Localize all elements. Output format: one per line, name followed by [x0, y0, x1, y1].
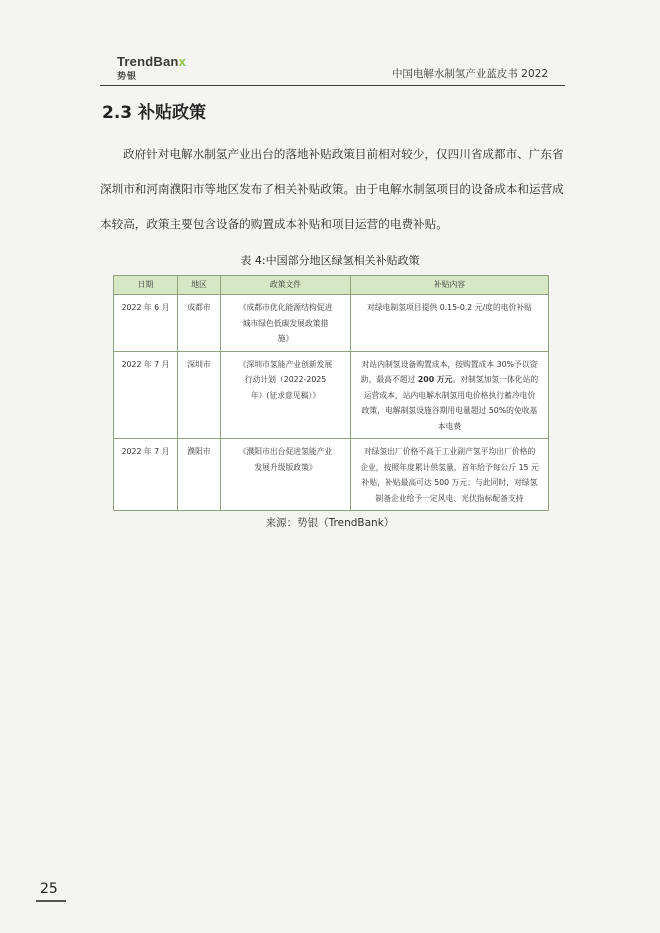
logo-wordmark [117, 54, 186, 69]
document-title: 中国电解水制氢产业蓝皮书 2022 [391, 68, 548, 80]
cell-policy-doc [221, 351, 351, 439]
paragraph-line-3: 本较高，政策主要包含设备的购置成本补贴和项目运营的电费补贴。 [100, 217, 448, 231]
doc-line: 城市绿色低碳发展政策措 [242, 318, 329, 328]
page-number-rule [36, 900, 66, 902]
doc-line: 年）(征求意见稿）》 [250, 390, 321, 400]
logo-brand-tail: x [178, 54, 186, 69]
cell-region: 深圳市 [178, 351, 221, 439]
header-date: 日期 [114, 276, 178, 295]
content-line: 对绿电制氢项目提供 0.15-0.2 元/度的电价补贴 [367, 303, 532, 312]
doc-line: 发展升级版政策》 [254, 462, 317, 472]
header-subsidy-content: 补贴内容 [351, 276, 549, 295]
paragraph-line-2: 深圳市和河南濮阳市等地区发布了相关补贴政策。由于电解水制氢项目的设备成本和运营成 [100, 182, 564, 196]
cell-date: 2022 年 7 月 [114, 351, 178, 439]
doc-line: 《成都市优化能源结构促进 [238, 303, 333, 312]
cell-region: 成都市 [178, 295, 221, 352]
content-line: 制备企业给予一定风电、光伏指标配备支持 [375, 493, 524, 503]
header-region: 地区 [178, 276, 221, 295]
doc-line: 《濮阳市出台促进氢能产业 [238, 447, 333, 456]
cell-subsidy-content [351, 295, 549, 352]
content-line: 政策，电解制氢设施谷期用电量超过 50%的免收基 [361, 406, 538, 415]
paragraph-line-1: 政府针对电解水制氢产业出台的落地补贴政策目前相对较少，仅四川省成都市、广东省 [123, 147, 564, 161]
logo-cn-name: 势银 [117, 72, 138, 82]
content-line: 对绿氢出厂价格不高于工业副产氢平均出厂价格的 [363, 447, 536, 456]
cell-date: 2022 年 7 月 [114, 439, 178, 511]
content-line: 补贴，补贴最高可达 500 万元；与此同时，对绿氢 [361, 478, 538, 487]
cell-policy-doc [221, 439, 351, 511]
cell-subsidy-content [351, 351, 549, 439]
doc-line: 施》 [277, 334, 294, 343]
content-line: 本电费 [437, 421, 462, 431]
table-row [114, 351, 549, 439]
table-row [114, 439, 549, 511]
table-source: 来源：势银（TrendBank） [265, 517, 395, 529]
cell-subsidy-content [351, 439, 549, 511]
header-policy-doc: 政策文件 [221, 276, 351, 295]
content-text: 。对制氢加氢一体化站的 [452, 375, 539, 384]
cell-policy-doc [221, 295, 351, 352]
section-heading: 2.3 补贴政策 [102, 103, 207, 123]
doc-line: 行动计划（2022-2025 [244, 375, 327, 384]
content-text: 助，最高不超过 [360, 375, 416, 384]
page-number: 25 [40, 881, 58, 897]
cell-region: 濮阳市 [178, 439, 221, 511]
content-line: 企业，按照年度累计供氢量，首年给予每公斤 15 元 [360, 462, 539, 472]
content-line: 运营成本，站内电解水制氢用电价格执行蓄冷电价 [363, 390, 536, 400]
content-line [354, 372, 545, 388]
doc-line: 《深圳市氢能产业创新发展 [238, 359, 333, 369]
table-header-row [114, 276, 549, 295]
logo-brand: TrendBan [117, 54, 179, 69]
cell-date: 2022 年 6 月 [114, 295, 178, 352]
subsidy-policy-table [113, 275, 549, 511]
content-emphasis: 200 万元 [417, 375, 453, 384]
content-line: 对站内制氢设备购置成本，按购置成本 30%予以资 [361, 359, 538, 369]
trendbank-logo [117, 54, 186, 82]
table-row [114, 295, 549, 352]
header-divider [100, 85, 565, 86]
table-caption: 表 4:中国部分地区绿氢相关补贴政策 [240, 254, 420, 267]
